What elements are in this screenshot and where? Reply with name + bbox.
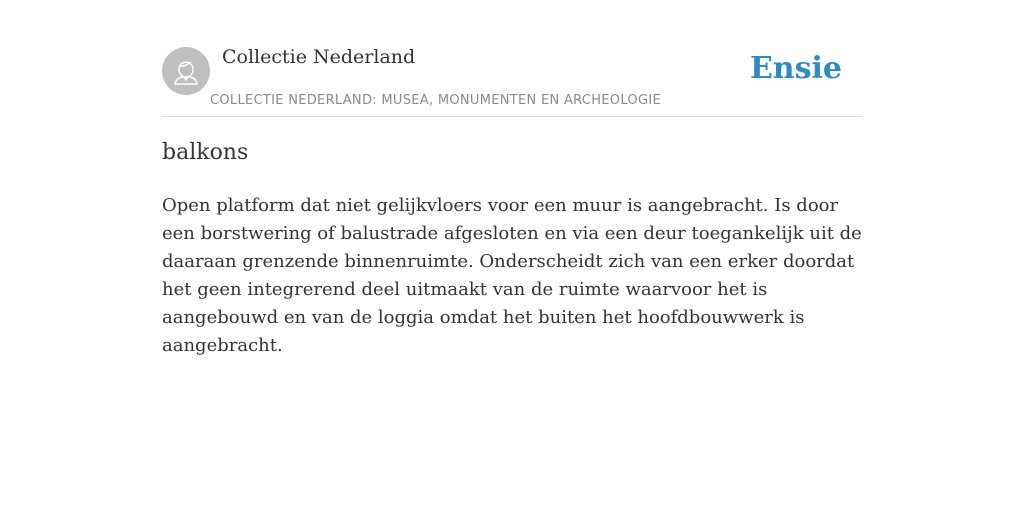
entry-header — [162, 40, 862, 117]
author-avatar[interactable] — [162, 47, 210, 95]
author-name[interactable]: Collectie Nederland — [222, 46, 416, 68]
user-silhouette-icon — [162, 47, 210, 95]
author-subtitle: COLLECTIE NEDERLAND: MUSEA, MONUMENTEN EN ARCHEOLOGIE — [210, 93, 661, 108]
ensie-logo-link[interactable]: Ensie — [749, 51, 842, 86]
entry-definition: Open platform dat niet gelijkvloers voor een muur is aangebracht. Is door een borstwering of balustrade afgesloten en via een deur toegankelijk uit de daaraan grenzende binnenruimte. Onderscheidt zich van een erker doordat het geen integrerend deel uitmaakt van de ruimte waarvoor het is aangebouwd en van de loggia omdat het buiten het hoofdbouwwerk is aangebracht. — [162, 195, 862, 356]
entry-term: balkons — [162, 140, 249, 165]
